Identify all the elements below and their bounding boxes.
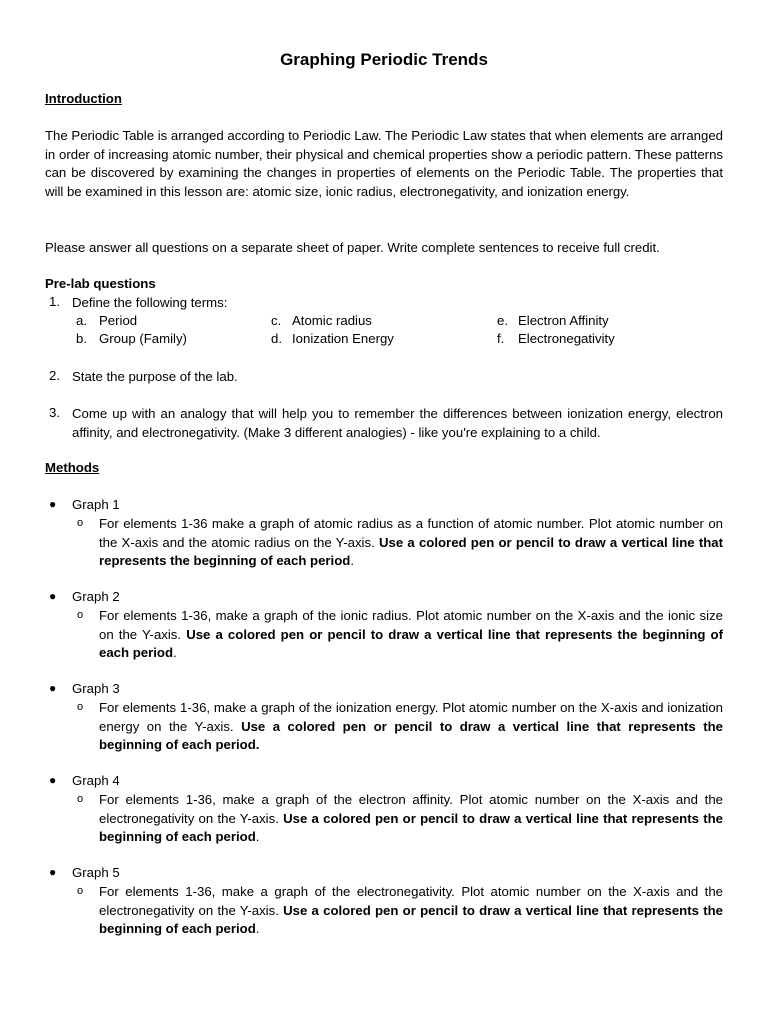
graph-instruction: For elements 1-36 make a graph of atomic radius as a function of atomic number. Plot atomic number on the X-axis and the atomic radius on the Y-axis. Use a colored pen or pencil to draw a vertical line that represents the beginning of each period. — [99, 516, 723, 568]
question-number: 3. — [49, 405, 60, 420]
bullet-icon: ● — [49, 681, 57, 695]
methods-heading: Methods — [45, 460, 100, 475]
term-text: Ionization Energy — [292, 331, 394, 346]
term-text: Group (Family) — [99, 331, 187, 346]
introduction-paragraph: The Periodic Table is arranged according to Periodic Law. The Periodic Law states that when elements are arranged in order of increasing atomic number, their physical and chemical properties show a periodic pattern. These patterns can be discovered by examining the changes in properties of elements on the Periodic Table. The properties that will be examined in this lesson are: atomic size, ionic radius, electronegativity, and ionization energy. — [45, 128, 723, 199]
bullet-icon: ● — [49, 589, 57, 603]
term-letter: c. — [271, 313, 282, 328]
graph-instruction: For elements 1-36, make a graph of the ionization energy. Plot atomic number on the X-axis and ionization energy on the Y-axis. Use a colored pen or pencil to draw a vertical line that represents the beginning of each period. — [99, 700, 723, 752]
graph-label: Graph 4 — [72, 773, 120, 788]
graph-instruction: For elements 1-36, make a graph of the ionic radius. Plot atomic number on the X-axis and the ionic size on the Y-axis. Use a colored pen or pencil to draw a vertical line that represents the beginning of each period. — [99, 608, 723, 660]
term-text: Electronegativity — [518, 331, 615, 346]
bullet-icon: ● — [49, 773, 57, 787]
question-text: Come up with an analogy that will help you to remember the differences between ionization energy, electron affinity, and electronegativity. (Make 3 different analogies) - like you're explaining to a child. — [72, 406, 723, 440]
question-text: State the purpose of the lab. — [72, 369, 238, 384]
sub-bullet-icon: o — [77, 701, 84, 713]
sub-bullet-icon: o — [77, 517, 84, 529]
sub-bullet-icon: o — [77, 885, 84, 897]
sub-bullet-icon: o — [77, 793, 84, 805]
term-letter: e. — [497, 313, 508, 328]
graph-label: Graph 5 — [72, 865, 120, 880]
instruction-text: Please answer all questions on a separate sheet of paper. Write complete sentences to receive full credit. — [45, 240, 660, 255]
graph-label: Graph 2 — [72, 589, 120, 604]
term-text: Period — [99, 313, 138, 328]
term-text: Atomic radius — [292, 313, 372, 328]
graph-instruction: For elements 1-36, make a graph of the electronegativity. Plot atomic number on the X-axis and the electronegativity on the Y-axis. Use a colored pen or pencil to draw a vertical line that represents the beginning of each period. — [99, 884, 723, 936]
graph-instruction: For elements 1-36, make a graph of the electron affinity. Plot atomic number on the X-axis and the electronegativity on the Y-axis. Use a colored pen or pencil to draw a vertical line that represents the beginning of each period. — [99, 792, 723, 844]
term-letter: b. — [76, 331, 87, 346]
graph-label: Graph 3 — [72, 681, 120, 696]
sub-bullet-icon: o — [77, 609, 84, 621]
page-title: Graphing Periodic Trends — [280, 50, 488, 69]
question-number: 2. — [49, 368, 60, 383]
term-text: Electron Affinity — [518, 313, 609, 328]
bullet-icon: ● — [49, 865, 57, 879]
term-letter: f. — [497, 331, 505, 346]
question-number: 1. — [49, 294, 60, 309]
question-text: Define the following terms: — [72, 295, 228, 310]
introduction-heading: Introduction — [45, 91, 122, 106]
prelab-heading: Pre-lab questions — [45, 276, 156, 291]
term-letter: a. — [76, 313, 87, 328]
term-letter: d. — [271, 331, 282, 346]
bullet-icon: ● — [49, 497, 57, 511]
graph-label: Graph 1 — [72, 497, 120, 512]
